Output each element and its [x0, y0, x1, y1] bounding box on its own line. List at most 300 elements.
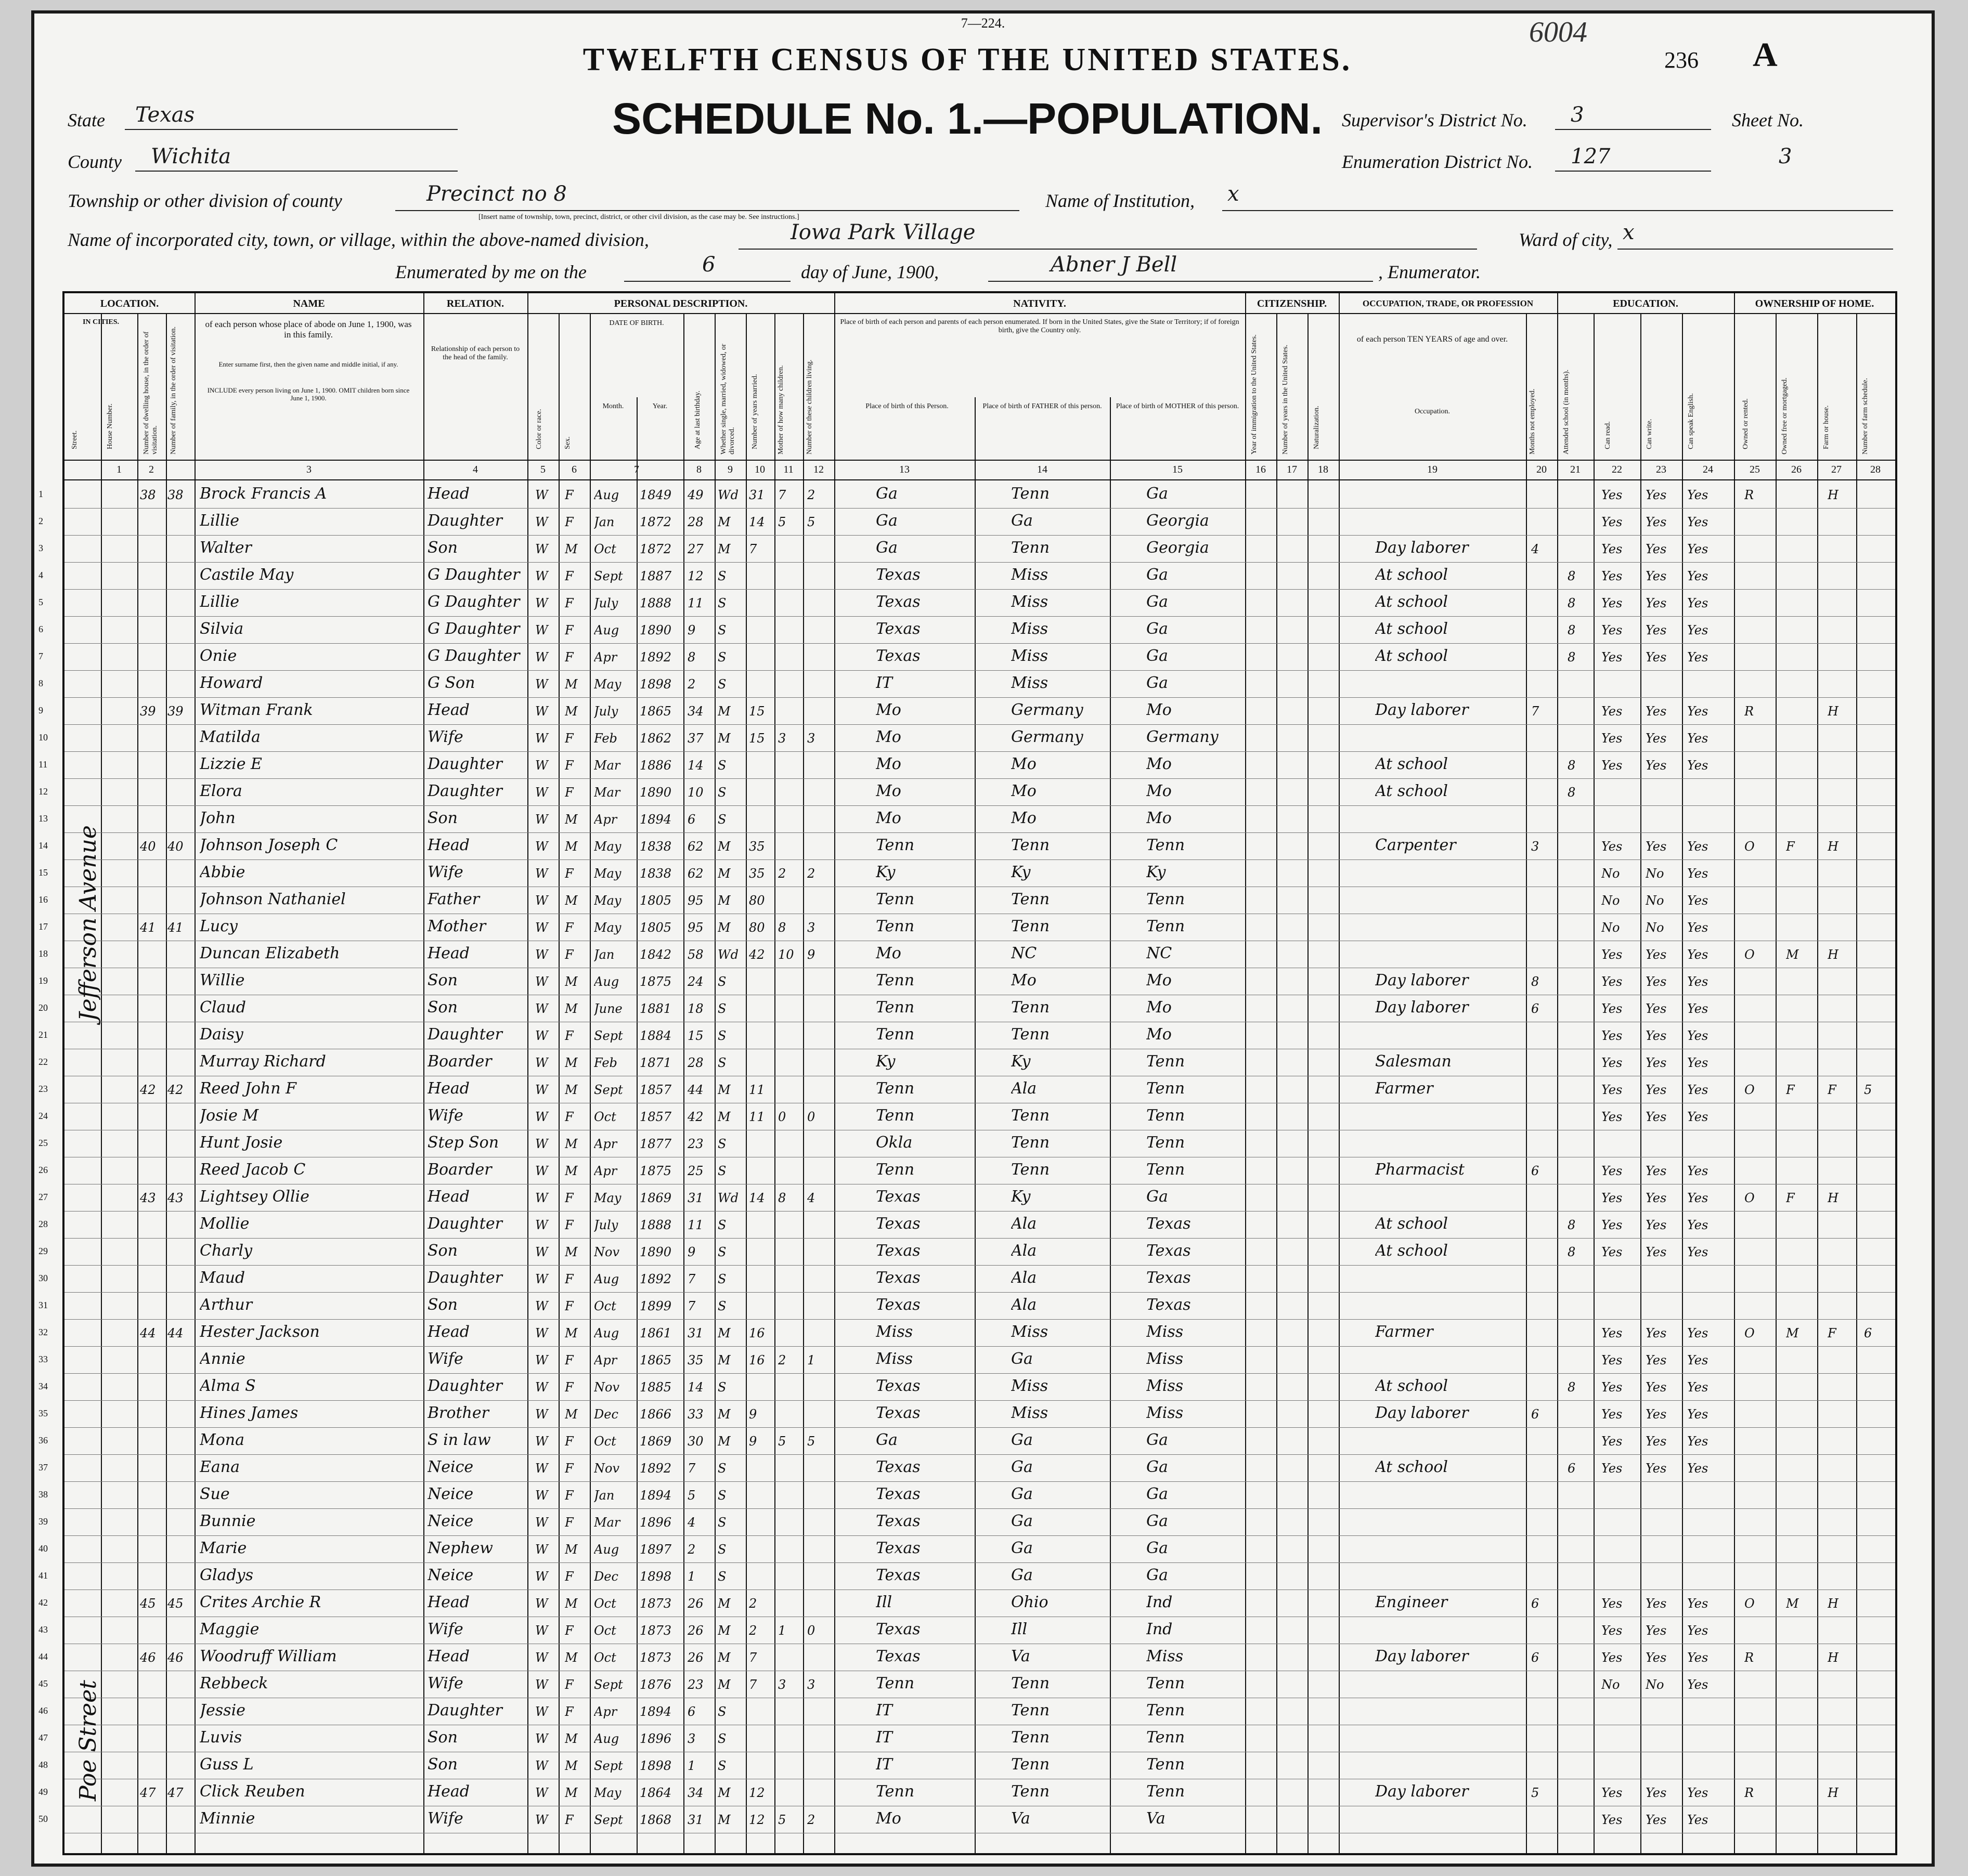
person-name-cell: Murray Richard	[200, 1052, 326, 1071]
column-number-row	[64, 460, 1895, 480]
birthplace-person-cell: Texas	[876, 566, 921, 584]
age-cell: 31	[688, 1813, 704, 1827]
enumerator-underline	[988, 281, 1373, 282]
birthplace-person-cell: Tenn	[876, 917, 915, 935]
relation-cell: Head	[428, 836, 470, 854]
birthplace-father-cell: Miss	[1011, 674, 1048, 692]
color-cell: W	[535, 1461, 548, 1476]
mother-of-children-cell: 1	[778, 1623, 786, 1638]
can-read-cell: Yes	[1601, 1434, 1623, 1449]
farm-house-header: Farm or house.	[1822, 405, 1830, 449]
person-name-cell: Castile May	[200, 566, 294, 584]
table-row	[38, 481, 1895, 509]
years-married-cell: 15	[749, 731, 765, 746]
institution-value: x	[1227, 182, 1239, 206]
mother-of-children-cell: 7	[778, 488, 786, 502]
birthplace-person-cell: Tenn	[876, 971, 915, 989]
relation-cell: Head	[428, 1647, 470, 1665]
age-cell: 2	[688, 677, 696, 692]
birth-month-cell: Apr	[594, 1164, 617, 1178]
sex-cell: M	[565, 1650, 578, 1665]
table-row	[38, 860, 1895, 887]
years-married-cell: 12	[749, 1786, 765, 1800]
birthplace-person-cell: Miss	[876, 1323, 913, 1341]
color-cell: W	[535, 812, 548, 827]
color-cell: W	[535, 1299, 548, 1313]
color-cell: W	[535, 1326, 548, 1340]
line-number: 24	[38, 1111, 48, 1121]
birthplace-person-cell: Texas	[876, 1647, 921, 1665]
mother-of-children-cell: 2	[778, 1353, 786, 1367]
marital-status-cell: M	[718, 1596, 731, 1611]
sex-cell: F	[565, 596, 574, 610]
birth-year-cell: 1875	[640, 974, 672, 989]
age-cell: 31	[688, 1191, 704, 1205]
birthplace-mother-cell: Miss	[1146, 1404, 1184, 1422]
birthplace-father-cell: Ohio	[1011, 1593, 1048, 1611]
birthplace-father-cell: Miss	[1011, 647, 1048, 665]
census-sheet	[31, 10, 1935, 1867]
birthplace-person-cell: Ga	[876, 1431, 898, 1449]
table-row	[38, 1779, 1895, 1806]
birthplace-father-cell: Ga	[1011, 1512, 1033, 1530]
color-cell: W	[535, 488, 548, 502]
color-cell: W	[535, 1731, 548, 1746]
column-number: 18	[1318, 464, 1328, 475]
birth-month-cell: Jan	[594, 515, 615, 529]
marital-status-cell: M	[718, 1326, 731, 1340]
marital-status-cell: M	[718, 1353, 731, 1367]
color-cell: W	[535, 1623, 548, 1638]
can-write-cell: No	[1646, 866, 1664, 881]
farm-house-cell: H	[1828, 1650, 1838, 1665]
color-cell: W	[535, 1218, 548, 1232]
sex-cell: F	[565, 866, 574, 881]
dwelling-number-cell: 42	[140, 1083, 156, 1097]
marital-status-cell: S	[718, 569, 727, 583]
person-name-cell: Minnie	[200, 1809, 255, 1828]
birth-month-cell: Nov	[594, 1245, 620, 1259]
birth-year-cell: 1865	[640, 1353, 672, 1367]
year-label: Year.	[652, 402, 668, 410]
line-number: 10	[38, 732, 48, 742]
form-code: 7—224.	[961, 16, 1005, 31]
years-married-cell: 80	[749, 920, 765, 935]
children-living-cell: 5	[807, 515, 815, 529]
column-number: 2	[149, 464, 154, 475]
years-married-cell: 16	[749, 1353, 765, 1367]
mother-of-children-cell: 10	[778, 947, 794, 962]
family-number-cell: 38	[167, 488, 184, 502]
birthplace-mother-cell: Mo	[1146, 971, 1172, 989]
birth-month-cell: Apr	[594, 1704, 617, 1719]
family-number-header: Number of family, in the order of visitation.	[170, 327, 177, 454]
can-write-cell: Yes	[1646, 1056, 1667, 1070]
person-name-cell: Woodruff William	[200, 1647, 337, 1665]
can-speak-english-cell: Yes	[1687, 1191, 1708, 1205]
birthplace-person-cell: Ky	[876, 1052, 896, 1071]
mother-of-children-cell: 5	[778, 1434, 786, 1449]
mother-of-children-cell: 5	[778, 1813, 786, 1827]
birthplace-mother-cell: Tenn	[1146, 836, 1185, 854]
months-school-cell: 8	[1568, 623, 1576, 637]
birth-year-cell: 1857	[640, 1110, 672, 1124]
age-cell: 44	[688, 1083, 704, 1097]
can-read-cell: Yes	[1601, 731, 1623, 746]
birthplace-person-cell: Tenn	[876, 836, 915, 854]
birthplace-person-cell: Ga	[876, 539, 898, 557]
birth-year-cell: 1875	[640, 1164, 672, 1178]
farm-house-cell: F	[1828, 1083, 1836, 1097]
person-name-cell: Walter	[200, 539, 252, 557]
color-cell: W	[535, 1786, 548, 1800]
sex-cell: M	[565, 1245, 578, 1259]
relation-cell: Son	[428, 971, 458, 989]
can-write-cell: Yes	[1646, 1407, 1667, 1422]
relation-cell: G Daughter	[428, 566, 520, 584]
relation-cell: Wife	[428, 728, 463, 746]
owned-rented-cell: O	[1744, 1083, 1755, 1097]
birthplace-father-cell: Tenn	[1011, 998, 1050, 1017]
birthplace-mother-cell: Ga	[1146, 593, 1168, 611]
birth-year-cell: 1890	[640, 1245, 672, 1259]
enumerated-day: 6	[702, 253, 716, 277]
birthplace-father-cell: Tenn	[1011, 539, 1050, 557]
can-write-cell: Yes	[1646, 1353, 1667, 1367]
relation-cell: Head	[428, 485, 470, 503]
children-living-cell: 2	[807, 866, 815, 881]
birthplace-person-cell: Ky	[876, 863, 896, 881]
can-read-cell: No	[1601, 893, 1620, 908]
birthplace-father-cell: Ga	[1011, 1431, 1033, 1449]
relation-cell: Son	[428, 1242, 458, 1260]
can-speak-english-cell: Yes	[1687, 920, 1708, 935]
can-speak-english-cell: Yes	[1687, 731, 1708, 746]
enumeration-value: 127	[1571, 145, 1611, 168]
birthplace-mother-cell: Va	[1146, 1809, 1166, 1828]
color-cell: W	[535, 1137, 548, 1151]
relation-cell: Wife	[428, 1106, 463, 1125]
relation-cell: Head	[428, 944, 470, 962]
column-number: 27	[1831, 464, 1842, 475]
table-row	[38, 1293, 1895, 1320]
age-cell: 8	[688, 650, 696, 665]
mother-of-children-cell: 0	[778, 1110, 786, 1124]
birthplace-father-cell: Ill	[1011, 1620, 1028, 1638]
birthplace-mother-cell: Ga	[1146, 1566, 1168, 1584]
years-married-cell: 7	[749, 1650, 757, 1665]
age-cell: 23	[688, 1677, 704, 1692]
marital-status-cell: S	[718, 650, 727, 665]
sex-cell: F	[565, 650, 574, 665]
marital-status-cell: M	[718, 1407, 731, 1422]
mother-of-children-cell: 8	[778, 1191, 786, 1205]
line-number: 50	[38, 1814, 48, 1824]
line-number: 9	[38, 705, 43, 715]
birthplace-father-cell: Ala	[1011, 1079, 1037, 1098]
person-name-cell: Annie	[200, 1350, 245, 1368]
relation-cell: Daughter	[428, 1269, 502, 1287]
birthplace-mother-cell: Mo	[1146, 782, 1172, 800]
can-write-cell: Yes	[1646, 1083, 1667, 1097]
supervisor-label: Supervisor's District No.	[1342, 110, 1527, 131]
age-cell: 7	[688, 1272, 696, 1286]
birthplace-person-cell: Mo	[876, 728, 901, 746]
marital-status-cell: S	[718, 1245, 727, 1259]
birthplace-mother-cell: Tenn	[1146, 1134, 1185, 1152]
age-cell: 34	[688, 704, 704, 719]
sex-header: Sex.	[564, 436, 572, 449]
ward-underline	[1617, 249, 1893, 250]
relation-cell: Son	[428, 1755, 458, 1774]
birthplace-mother-cell: Tenn	[1146, 1161, 1185, 1179]
family-number-cell: 39	[167, 704, 184, 719]
can-write-header: Can write.	[1646, 419, 1653, 449]
birth-year-cell: 1872	[640, 515, 672, 529]
column-number: 23	[1656, 464, 1666, 475]
can-speak-english-cell: Yes	[1687, 947, 1708, 962]
column-number: 19	[1427, 464, 1438, 475]
city-label: Name of incorporated city, town, or village, within the above-named division,	[68, 229, 649, 250]
birth-year-cell: 1857	[640, 1083, 672, 1097]
can-read-cell: Yes	[1601, 596, 1623, 610]
occupation-description: of each person TEN YEARS of age and over.	[1356, 335, 1508, 344]
birthplace-mother-cell: Georgia	[1146, 539, 1209, 557]
line-number: 49	[38, 1787, 48, 1797]
birth-month-cell: May	[594, 1191, 622, 1205]
can-read-cell: No	[1601, 920, 1620, 935]
sex-cell: F	[565, 1380, 574, 1395]
birthplace-mother-cell: Ga	[1146, 1512, 1168, 1530]
birth-month-cell: Apr	[594, 650, 617, 665]
birthplace-person-cell: IT	[876, 1755, 892, 1774]
can-write-cell: Yes	[1646, 1191, 1667, 1205]
can-write-cell: Yes	[1646, 1110, 1667, 1124]
can-speak-english-cell: Yes	[1687, 758, 1708, 773]
birth-year-cell: 1873	[640, 1650, 672, 1665]
line-number: 27	[38, 1192, 48, 1202]
relation-cell: Daughter	[428, 1701, 502, 1719]
relation-cell: Brother	[428, 1404, 489, 1422]
color-cell: W	[535, 1434, 548, 1449]
can-read-cell: Yes	[1601, 1326, 1623, 1340]
table-row	[38, 1076, 1895, 1103]
color-cell: W	[535, 1596, 548, 1611]
can-speak-english-cell: Yes	[1687, 488, 1708, 502]
sex-cell: M	[565, 1731, 578, 1746]
table-row	[38, 1022, 1895, 1049]
column-number: 25	[1750, 464, 1760, 475]
marital-status-cell: S	[718, 758, 727, 773]
birthplace-father-cell: Miss	[1011, 620, 1048, 638]
age-cell: 7	[688, 1299, 696, 1313]
table-row	[38, 563, 1895, 590]
date-of-birth-label: DATE OF BIRTH.	[609, 319, 664, 327]
relation-cell: Wife	[428, 1620, 463, 1638]
relation-cell: G Son	[428, 674, 475, 692]
sheet-label: Sheet No.	[1732, 110, 1804, 131]
table-row	[38, 914, 1895, 941]
birth-year-cell: 1885	[640, 1380, 672, 1395]
age-cell: 62	[688, 866, 704, 881]
line-number: 2	[38, 516, 43, 526]
person-name-cell: Marie	[200, 1539, 247, 1557]
birthplace-father-cell: Ala	[1011, 1269, 1037, 1287]
birthplace-father-cell: Ala	[1011, 1215, 1037, 1233]
color-cell: W	[535, 1677, 548, 1692]
birthplace-mother-cell: Miss	[1146, 1350, 1184, 1368]
farm-house-cell: H	[1828, 947, 1838, 962]
street-annotation-jefferson: Jefferson Avenue	[75, 825, 101, 1021]
dwelling-number-cell: 44	[140, 1326, 156, 1340]
birthplace-father-cell: Ala	[1011, 1242, 1037, 1260]
column-number: 26	[1791, 464, 1802, 475]
months-not-employed-header: Months not employed.	[1529, 388, 1536, 454]
person-name-cell: Johnson Joseph C	[200, 836, 338, 854]
stamp-number: 6004	[1529, 16, 1587, 48]
mother-of-children-cell: 5	[778, 515, 786, 529]
birthplace-mother-cell: Mo	[1146, 998, 1172, 1017]
relation-cell: Head	[428, 1323, 470, 1341]
birthplace-father-cell: Ala	[1011, 1296, 1037, 1314]
line-number: 42	[38, 1597, 48, 1608]
line-number: 17	[38, 921, 48, 932]
person-name-cell: Maggie	[200, 1620, 260, 1638]
birthplace-mother-cell: Ga	[1146, 620, 1168, 638]
table-row	[38, 1049, 1895, 1076]
marital-status-cell: S	[718, 1758, 727, 1773]
birth-year-cell: 1896	[640, 1515, 672, 1530]
color-cell: W	[535, 1407, 548, 1422]
line-number: 1	[38, 489, 43, 499]
sex-cell: M	[565, 542, 578, 556]
person-name-cell: Johnson Nathaniel	[200, 890, 346, 908]
children-living-cell: 5	[807, 1434, 815, 1449]
column-number: 8	[696, 464, 702, 475]
occupation-cell: Day laborer	[1375, 1782, 1469, 1801]
birthplace-mother-cell: Texas	[1146, 1296, 1191, 1314]
relation-cell: Son	[428, 539, 458, 557]
birth-month-cell: Oct	[594, 1650, 616, 1665]
mother-of-header: Mother of how many children.	[777, 365, 785, 454]
birthplace-father-cell: Tenn	[1011, 1728, 1050, 1747]
table-row	[38, 941, 1895, 968]
can-read-cell: Yes	[1601, 515, 1623, 529]
birth-month-cell: May	[594, 893, 622, 908]
column-number: 7	[634, 464, 639, 475]
person-name-cell: Sue	[200, 1485, 230, 1503]
birthplace-mother-cell: Mo	[1146, 1025, 1172, 1044]
farm-house-cell: H	[1828, 1786, 1838, 1800]
color-cell: W	[535, 542, 548, 556]
sex-cell: F	[565, 1488, 574, 1503]
birthplace-father-cell: Miss	[1011, 1323, 1048, 1341]
sex-cell: M	[565, 1137, 578, 1151]
person-name-cell: Jessie	[200, 1701, 245, 1719]
line-number: 32	[38, 1327, 48, 1337]
street-header: Street.	[71, 430, 79, 449]
group-personal: PERSONAL DESCRIPTION.	[527, 293, 834, 314]
birthplace-person-cell: Texas	[876, 1269, 921, 1287]
can-read-cell: Yes	[1601, 1623, 1623, 1638]
table-row	[38, 1374, 1895, 1401]
birth-month-cell: Jan	[594, 1488, 615, 1503]
can-read-cell: Yes	[1601, 1028, 1623, 1043]
table-row	[38, 644, 1895, 671]
relation-cell: Neice	[428, 1485, 474, 1503]
table-row	[38, 617, 1895, 644]
occupation-cell: Farmer	[1375, 1323, 1433, 1341]
birthplace-person-cell: Texas	[876, 1539, 921, 1557]
marital-status-cell: S	[718, 1137, 727, 1151]
age-cell: 95	[688, 893, 704, 908]
dwelling-number-cell: 38	[140, 488, 156, 502]
can-read-cell: Yes	[1601, 704, 1623, 719]
sex-cell: F	[565, 1353, 574, 1367]
occupation-cell: At school	[1375, 647, 1448, 665]
can-speak-english-cell: Yes	[1687, 1218, 1708, 1232]
marital-status-cell: Wd	[718, 488, 739, 502]
column-number: 4	[473, 464, 478, 475]
birth-year-cell: 1864	[640, 1786, 672, 1800]
birthplace-father-cell: Ky	[1011, 1188, 1031, 1206]
farm-house-cell: H	[1828, 839, 1838, 854]
color-cell: W	[535, 1758, 548, 1773]
birth-year-cell: 1871	[640, 1056, 672, 1070]
color-cell: W	[535, 947, 548, 962]
occupation-cell: Day laborer	[1375, 998, 1469, 1017]
sex-cell: F	[565, 569, 574, 583]
can-speak-english-cell: Yes	[1687, 704, 1708, 719]
sex-cell: F	[565, 1623, 574, 1638]
can-speak-english-cell: Yes	[1687, 596, 1708, 610]
enumerator-label: , Enumerator.	[1378, 262, 1481, 282]
can-speak-english-cell: Yes	[1687, 1407, 1708, 1422]
color-cell: W	[535, 920, 548, 935]
township-label: Township or other division of county	[68, 190, 342, 211]
color-cell: W	[535, 1704, 548, 1719]
table-row	[38, 968, 1895, 995]
birthplace-person-cell: Texas	[876, 1620, 921, 1638]
column-number: 12	[813, 464, 824, 475]
column-number: 1	[116, 464, 122, 475]
birth-month-cell: Sept	[594, 1758, 623, 1773]
farm-house-cell: F	[1828, 1326, 1836, 1340]
line-number: 26	[38, 1165, 48, 1175]
birth-month-cell: Apr	[594, 812, 617, 827]
age-cell: 30	[688, 1434, 704, 1449]
relation-cell: Daughter	[428, 782, 502, 800]
sex-cell: M	[565, 812, 578, 827]
sex-cell: F	[565, 1461, 574, 1476]
can-speak-english-cell: Yes	[1687, 1650, 1708, 1665]
birthplace-father-cell: Ga	[1011, 1458, 1033, 1476]
years-married-cell: 7	[749, 542, 757, 556]
birthplace-father-cell: Ga	[1011, 1566, 1033, 1584]
column-number: 11	[783, 464, 794, 475]
sex-cell: M	[565, 704, 578, 719]
birth-month-cell: Apr	[594, 1353, 617, 1367]
sex-cell: M	[565, 1001, 578, 1016]
can-speak-english-cell: Yes	[1687, 1164, 1708, 1178]
color-cell: W	[535, 893, 548, 908]
birthplace-father-cell: Tenn	[1011, 1782, 1050, 1801]
can-write-cell: Yes	[1646, 1596, 1667, 1611]
can-read-cell: Yes	[1601, 1786, 1623, 1800]
sex-cell: M	[565, 677, 578, 692]
free-mortgaged-cell: F	[1786, 839, 1795, 854]
birth-year-cell: 1838	[640, 866, 672, 881]
